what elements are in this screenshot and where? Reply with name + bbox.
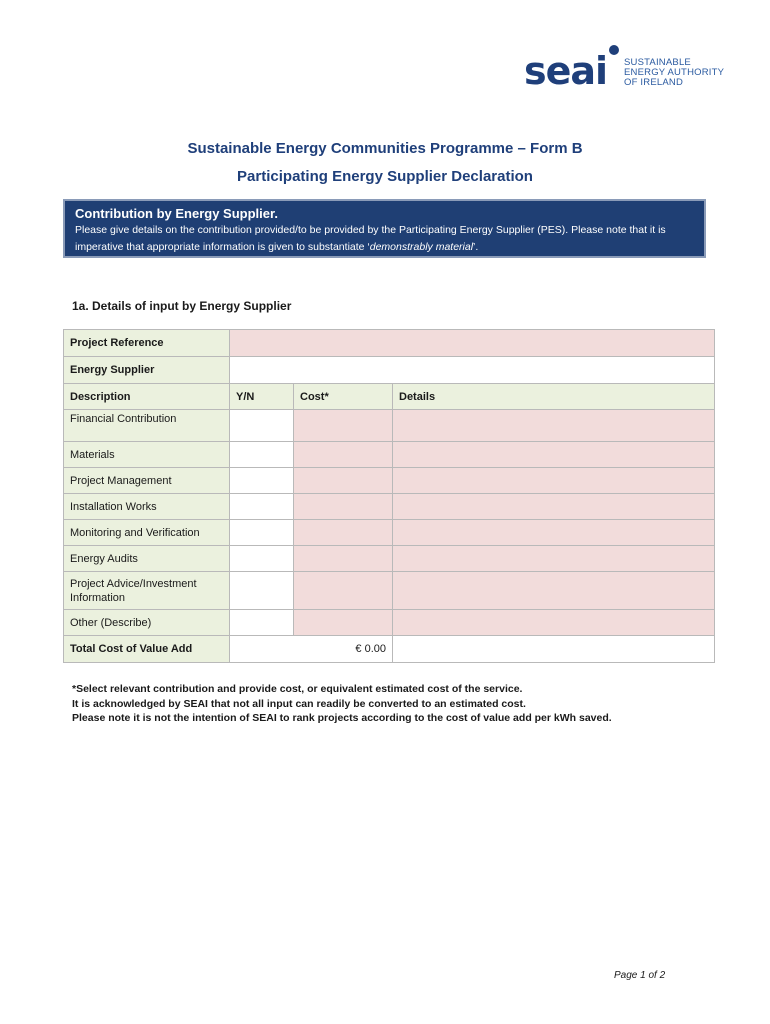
yn-input[interactable] [230,572,294,610]
row-label: Installation Works [64,494,230,520]
project-reference-label: Project Reference [64,330,230,357]
logo-wordmark [624,58,724,88]
table-row [64,330,715,357]
banner-text-part1: Please give details on the contribution provided/to be provided by the Participating Energy Supplier (PES). Please note that it is imperative that appropriate information is given to substantiate ‘ [75,224,666,253]
row-label: Monitoring and Verification [64,520,230,546]
project-reference-input[interactable] [230,330,715,357]
footnote: It is acknowledged by SEAI that not all input can readily be converted to an estimated cost. [72,697,526,710]
details-input[interactable] [393,410,715,442]
yn-input[interactable] [230,494,294,520]
table-row [64,572,715,610]
logo-line: SUSTAINABLE [624,57,691,68]
table-header-row [64,384,715,410]
form-subtitle: Participating Energy Supplier Declaration [237,168,533,185]
footnotes [72,682,612,726]
details-input[interactable] [393,494,715,520]
yn-input[interactable] [230,468,294,494]
details-input[interactable] [393,572,715,610]
banner-text [75,222,694,256]
yn-input[interactable] [230,520,294,546]
row-label: Project Advice/Investment Information [64,572,230,610]
row-label: Other (Describe) [64,610,230,636]
page-number: Page 1 of 2 [614,970,666,981]
total-label: Total Cost of Value Add [64,636,230,663]
cost-input[interactable] [294,468,393,494]
table-row [64,494,715,520]
cost-input[interactable] [294,410,393,442]
supplier-input-table [63,329,715,663]
footnote: Please note it is not the intention of SEAI to rank projects according to the cost of value add per kWh saved. [72,712,612,724]
seai-logo [520,44,725,94]
form-title: Sustainable Energy Communities Programme – Form B [187,140,583,157]
energy-supplier-input[interactable] [230,357,715,384]
row-label: Project Management [64,468,230,494]
table-row [64,357,715,384]
logo-line: ENERGY AUTHORITY [624,67,725,78]
details-input[interactable] [393,468,715,494]
cost-input[interactable] [294,610,393,636]
logo-dot-icon [609,45,619,55]
table-row [64,610,715,636]
cost-input[interactable] [294,546,393,572]
details-input[interactable] [393,520,715,546]
details-input[interactable] [393,610,715,636]
row-label: Energy Audits [64,546,230,572]
table-row [64,520,715,546]
table-row [64,442,715,468]
table-row [64,410,715,442]
row-label: Materials [64,442,230,468]
cost-input[interactable] [294,520,393,546]
cost-header: Cost* [294,384,393,410]
contribution-banner [63,199,706,258]
energy-supplier-label: Energy Supplier [64,357,230,384]
yn-header: Y/N [230,384,294,410]
row-label: Financial Contribution [64,410,230,442]
total-row [64,636,715,663]
details-header: Details [393,384,715,410]
logo-mark: seai [524,49,608,93]
cost-input[interactable] [294,442,393,468]
section-heading: 1a. Details of input by Energy Supplier [72,299,292,313]
details-input[interactable] [393,546,715,572]
logo-line: OF IRELAND [624,77,684,88]
description-header: Description [64,384,230,410]
yn-input[interactable] [230,546,294,572]
cost-input[interactable] [294,494,393,520]
total-details-input[interactable] [393,636,715,663]
cost-input[interactable] [294,572,393,610]
banner-heading: Contribution by Energy Supplier. [75,206,278,221]
yn-input[interactable] [230,410,294,442]
yn-input[interactable] [230,442,294,468]
banner-text-italic: demonstrably material [369,241,474,253]
total-value: € 0.00 [230,636,393,663]
footnote: *Select relevant contribution and provide cost, or equivalent estimated cost of the service. [72,683,523,695]
table-row [64,468,715,494]
yn-input[interactable] [230,610,294,636]
banner-text-part2: ’. [473,241,479,253]
details-input[interactable] [393,442,715,468]
table-row [64,546,715,572]
